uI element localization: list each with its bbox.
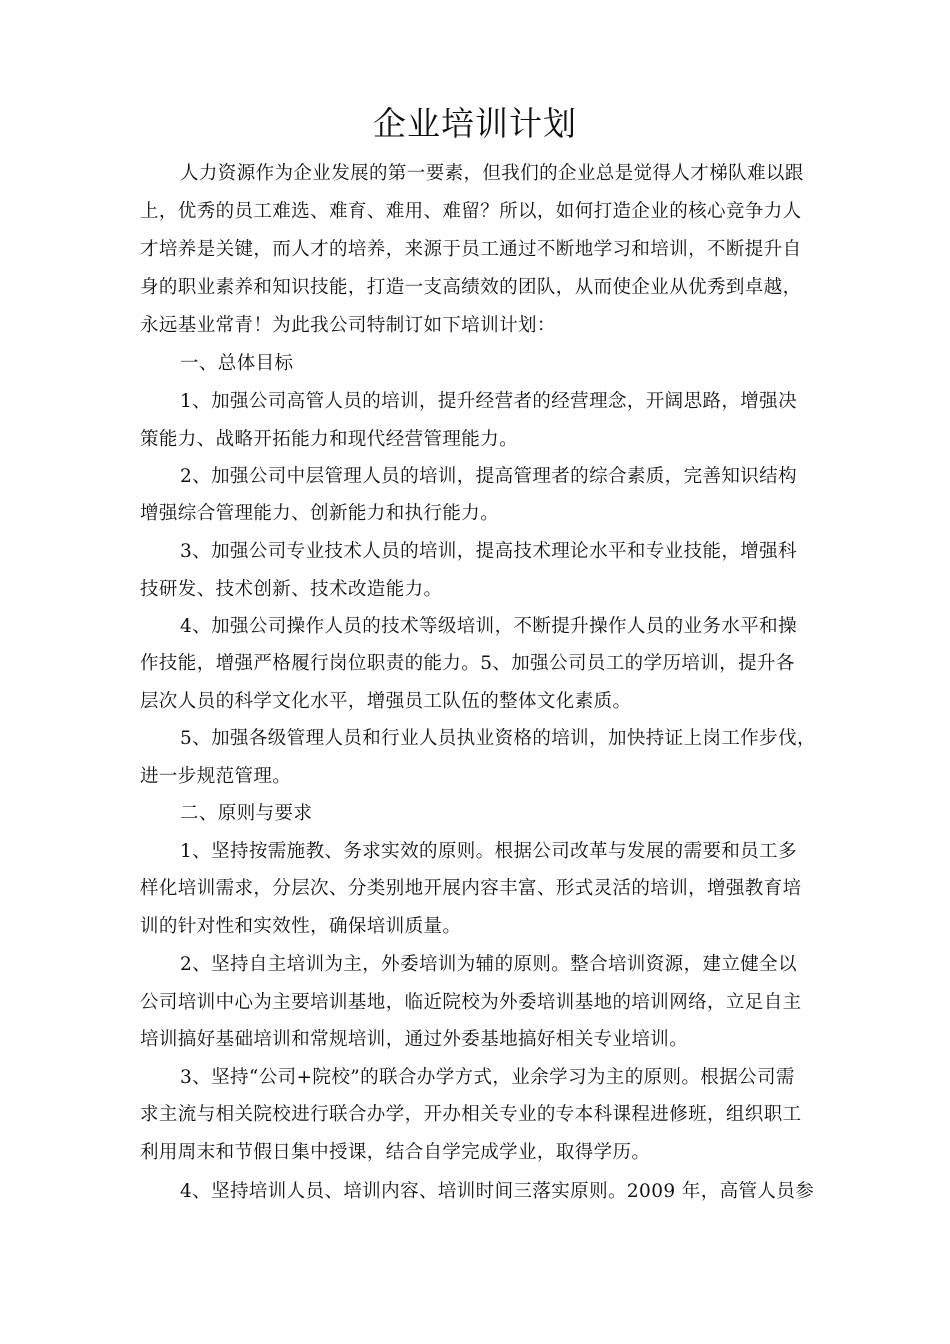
body-line-25: 3、坚持“公司+院校”的联合办学方式，业余学习为主的原则。根据公司需 — [180, 1067, 795, 1088]
section-heading-2: 二、原则与要求 — [180, 803, 313, 824]
body-line-11: 3、加强公司专业技术人员的培训，提高技术理论水平和专业技能，增强科 — [180, 541, 797, 562]
body-line-14: 作技能，增强严格履行岗位职责的能力。5、加强公司员工的学历培训，提升各 — [140, 653, 795, 674]
body-line-20: 样化培训需求，分层次、分类别地开展内容丰富、形式灵活的培训，增强教育培 — [140, 878, 802, 899]
body-line-13: 4、加强公司操作人员的技术等级培训，不断提升操作人员的业务水平和操 — [180, 616, 797, 637]
body-line-17: 进一步规范管理。 — [140, 766, 292, 787]
body-line-5: 永远基业常青！为此我公司特制订如下培训计划： — [140, 315, 556, 336]
body-line-15: 层次人员的科学文化水平，增强员工队伍的整体文化素质。 — [140, 691, 632, 712]
body-line-8: 策能力、战略开拓能力和现代经营管理能力。 — [140, 429, 519, 450]
body-line-1: 人力资源作为企业发展的第一要素，但我们的企业总是觉得人才梯队难以跟 — [180, 163, 804, 184]
body-line-16: 5、加强各级管理人员和行业人员执业资格的培训，加快持证上岗工作步伐， — [180, 728, 816, 749]
body-line-27: 利用周末和节假日集中授课，结合自学完成学业，取得学历。 — [140, 1142, 651, 1163]
body-line-26: 求主流与相关院校进行联合办学，开办相关专业的专本科课程进修班，组织职工 — [140, 1104, 802, 1125]
body-line-12: 技研发、技术创新、技术改造能力。 — [140, 579, 443, 600]
body-line-24: 培训搞好基础培训和常规培训，通过外委基地搞好相关专业培训。 — [140, 1029, 689, 1050]
body-line-2: 上，优秀的员工难选、难育、难用、难留？所以，如何打造企业的核心竞争力人 — [140, 201, 802, 222]
body-line-19: 1、坚持按需施教、务求实效的原则。根据公司改革与发展的需要和员工多 — [180, 841, 797, 862]
body-line-21: 训的针对性和实效性，确保培训质量。 — [140, 916, 462, 937]
document-title: 企业培训计划 — [373, 104, 577, 143]
body-line-3: 才培养是关键，而人才的培养，来源于员工通过不断地学习和培训，不断提升自 — [140, 239, 802, 260]
body-line-28: 4、坚持培训人员、培训内容、培训时间三落实原则。2009 年，高管人员参 — [180, 1181, 815, 1202]
body-line-23: 公司培训中心为主要培训基地，临近院校为外委培训基地的培训网络，立足自主 — [140, 992, 802, 1013]
body-line-7: 1、加强公司高管人员的培训，提升经营者的经营理念，开阔思路，增强决 — [180, 391, 797, 412]
body-line-4: 身的职业素养和知识技能，打造一支高绩效的团队，从而使企业从优秀到卓越， — [140, 277, 802, 298]
body-line-10: 增强综合管理能力、创新能力和执行能力。 — [140, 503, 500, 524]
body-line-22: 2、坚持自主培训为主，外委培训为辅的原则。整合培训资源，建立健全以 — [180, 954, 797, 975]
section-heading-1: 一、总体目标 — [180, 353, 294, 374]
body-line-9: 2、加强公司中层管理人员的培训，提高管理者的综合素质，完善知识结构 — [180, 466, 797, 487]
